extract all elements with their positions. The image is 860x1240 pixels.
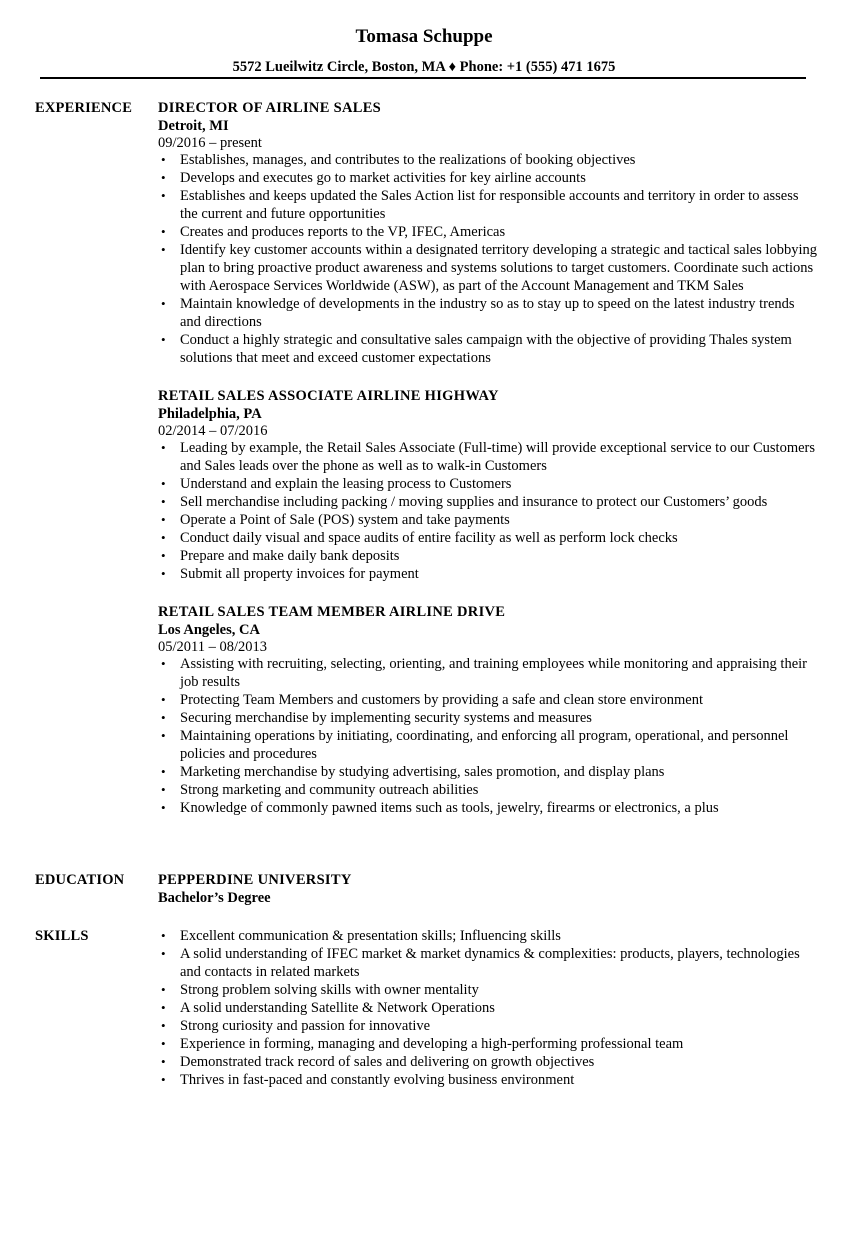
job-duty-item: • Assisting with recruiting, selecting, orienting, and training employees while monitoring and appraising their job results	[180, 655, 818, 691]
job-duty-item: • Strong marketing and community outreach abilities	[180, 781, 818, 799]
job-title: RETAIL SALES TEAM MEMBER AIRLINE DRIVE	[158, 604, 506, 620]
skills-heading: SKILLS	[35, 928, 89, 944]
job-entry	[158, 387, 818, 583]
degree: Bachelor’s Degree	[158, 890, 271, 906]
job-duty-item: • Maintain knowledge of developments in the industry so as to stay up to speed on the latest industry trends and directions	[180, 295, 818, 331]
job-location: Philadelphia, PA	[158, 406, 262, 422]
skill-item: • Strong problem solving skills with owner mentality	[180, 981, 818, 999]
job-duty-item: • Conduct a highly strategic and consultative sales campaign with the objective of providing Thales system solutions that meet and exceed customer expectations	[180, 331, 818, 367]
job-duty-item: • Identify key customer accounts within a designated territory developing a strategic and tactical sales lobbying plan to bring proactive product awareness and systems solutions to target customers. Coordinate such actions with Aerospace Services Worldwide (ASW), as part of the Account Management and TKM Sales	[180, 241, 818, 295]
skill-item: • Experience in forming, managing and developing a high-performing professional team	[180, 1035, 818, 1053]
job-duty-item: • Sell merchandise including packing / moving supplies and insurance to protect our Customers’ goods	[180, 493, 818, 511]
education-heading: EDUCATION	[35, 872, 125, 888]
skills-list	[158, 927, 818, 1089]
job-duty-item: • Leading by example, the Retail Sales Associate (Full-time) will provide exceptional service to our Customers and Sales leads over the phone as well as to walk-in Customers	[180, 439, 818, 475]
job-duty-item: • Understand and explain the leasing process to Customers	[180, 475, 818, 493]
job-duty-item: • Develops and executes go to market activities for key airline accounts	[180, 169, 818, 187]
school-name: PEPPERDINE UNIVERSITY	[158, 872, 352, 888]
job-dates: 05/2011 – 08/2013	[158, 639, 268, 655]
contact-line: 5572 Lueilwitz Circle, Boston, MA ♦ Phone: +1 (555) 471 1675	[232, 59, 616, 75]
job-duty-item: • Operate a Point of Sale (POS) system and take payments	[180, 511, 818, 529]
education-entry	[158, 871, 818, 907]
job-duty-item: • Conduct daily visual and space audits of entire facility as well as perform lock checks	[180, 529, 818, 547]
job-entry	[158, 603, 818, 817]
job-duty-item: • Establishes and keeps updated the Sales Action list for responsible accounts and territory in order to assess the current and future opportunities	[180, 187, 818, 223]
skill-item: • Thrives in fast-paced and constantly evolving business environment	[180, 1071, 818, 1089]
job-duty-item: • Marketing merchandise by studying advertising, sales promotion, and display plans	[180, 763, 818, 781]
job-duty-item: • Establishes, manages, and contributes to the realizations of booking objectives	[180, 151, 818, 169]
skill-item: • Strong curiosity and passion for innovative	[180, 1017, 818, 1035]
job-location: Los Angeles, CA	[158, 622, 260, 638]
experience-list	[158, 99, 818, 837]
candidate-name: Tomasa Schuppe	[355, 26, 493, 47]
job-duties-list	[158, 655, 818, 817]
job-duty-item: • Protecting Team Members and customers by providing a safe and clean store environment	[180, 691, 818, 709]
job-title: RETAIL SALES ASSOCIATE AIRLINE HIGHWAY	[158, 388, 499, 404]
job-duty-item: • Maintaining operations by initiating, coordinating, and enforcing all program, operational, and personnel policies and procedures	[180, 727, 818, 763]
skills-body	[158, 927, 818, 1089]
skill-item: • Demonstrated track record of sales and delivering on growth objectives	[180, 1053, 818, 1071]
job-duties-list	[158, 439, 818, 583]
skill-item: • A solid understanding Satellite & Network Operations	[180, 999, 818, 1017]
job-duty-item: • Creates and produces reports to the VP, IFEC, Americas	[180, 223, 818, 241]
job-duties-list	[158, 151, 818, 367]
job-duty-item: • Prepare and make daily bank deposits	[180, 547, 818, 565]
skill-item: • Excellent communication & presentation skills; Influencing skills	[180, 927, 818, 945]
job-dates: 02/2014 – 07/2016	[158, 423, 268, 439]
header-divider	[40, 77, 806, 79]
job-entry	[158, 99, 818, 367]
job-title: DIRECTOR OF AIRLINE SALES	[158, 100, 382, 116]
job-duty-item: • Securing merchandise by implementing security systems and measures	[180, 709, 818, 727]
job-dates: 09/2016 – present	[158, 135, 262, 151]
job-location: Detroit, MI	[158, 118, 229, 134]
job-duty-item: • Knowledge of commonly pawned items such as tools, jewelry, firearms or electronics, a plus	[180, 799, 818, 817]
experience-heading: EXPERIENCE	[35, 100, 133, 116]
job-duty-item: • Submit all property invoices for payment	[180, 565, 818, 583]
skill-item: • A solid understanding of IFEC market & market dynamics & complexities: products, players, technologies and contacts in related markets	[180, 945, 818, 981]
